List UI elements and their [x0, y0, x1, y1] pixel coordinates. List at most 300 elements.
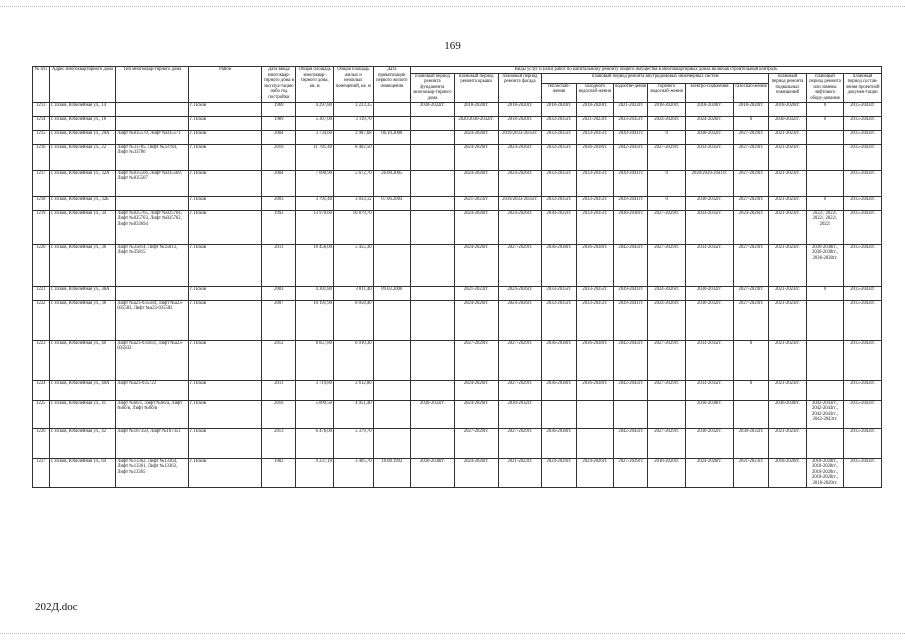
cell-cold: 2033-2035гг. [576, 130, 613, 144]
cell-docs: 2015-2043гг. [844, 400, 882, 428]
table-row [33, 196, 882, 210]
cell-type: Лифт №а23-035584, Лифт №а23-035583, Лифт №а23-035582 [116, 300, 189, 340]
cell-foundation [411, 244, 455, 286]
header-basement: плановый период ремонта подвальных помещений [769, 73, 806, 102]
cell-hot: 2024-2026гг. [648, 300, 685, 340]
table-row [33, 130, 882, 144]
header-engineering-systems: плановый период ремонта внутридомовых инженерных систем [542, 73, 769, 83]
cell-cold: 2033-2035гг. [576, 286, 613, 300]
cell-year: 2013 [262, 428, 296, 458]
cell-living: 2 987,68 [333, 130, 373, 144]
cell-lift: 0 [806, 102, 843, 116]
cell-num: 1219 [33, 210, 50, 244]
cell-district: г. Псков [189, 102, 262, 116]
cell-living: 8 402,50 [333, 144, 373, 170]
cell-type: Лифт №бб/1, Лифт №бб/а, Лифт №бб/в, Лифт №бб/в [116, 400, 189, 428]
header-row-1 [33, 67, 882, 74]
cell-num: 1222 [33, 300, 50, 340]
cell-cold: 2036-2038гг. [576, 340, 613, 380]
cell-total: 4 297,80 [296, 102, 333, 116]
cell-address: г. Псков, Юбилейная ул., 38 [49, 300, 116, 340]
cell-address: г. Псков, Юбилейная ул., 40 [49, 340, 116, 380]
cell-hot: 2027-2029гг. [648, 244, 685, 286]
table-row [33, 210, 882, 244]
cell-living: 4 951,40 [333, 400, 373, 428]
table-row [33, 116, 882, 130]
cell-foundation [411, 380, 455, 400]
cell-num: 1226 [33, 428, 50, 458]
cell-lift [806, 340, 843, 380]
cell-living: 5 672,70 [333, 170, 373, 196]
cell-total: 3 719,80 [296, 380, 333, 400]
cell-roof: 2024-2026гг. [454, 380, 498, 400]
cell-heat: 2018-2020гг. [542, 102, 576, 116]
cell-heat [542, 400, 576, 428]
cell-docs: 2015-2043гг. [844, 380, 882, 400]
cell-facade: 2027-2029гг. [498, 380, 542, 400]
cell-district: г. Псков [189, 170, 262, 196]
cell-type [116, 116, 189, 130]
cell-roof: 2021-2023гг. [454, 196, 498, 210]
cell-total: 5 899,50 [296, 400, 333, 428]
header-num: № п/п [33, 67, 50, 103]
cell-drain [614, 400, 648, 428]
cell-gas: 2030-2032гг. [733, 428, 768, 458]
cell-roof: 2018-2020гг. [454, 102, 498, 116]
cell-drain: 2036-2038гг. [614, 210, 648, 244]
cell-district: г. Псков [189, 286, 262, 300]
cell-docs: 2015-2043гг. [844, 196, 882, 210]
cell-facade: 2021-2023гг. [498, 458, 542, 487]
cell-heat: 2033-2035гг. [542, 286, 576, 300]
cell-cold: 2033-2035гг. [576, 170, 613, 196]
cell-foundation [411, 286, 455, 300]
cell-electric: 2033-2035гг. [685, 380, 733, 400]
cell-cold [576, 428, 613, 458]
cell-priv [373, 340, 410, 380]
header-gas: газоснаб-жения [733, 83, 768, 102]
cell-facade: 2027-2029гг. [498, 244, 542, 286]
cell-lift: 2022/, 2022/, 2022/, 2022/, 2022/ [806, 210, 843, 244]
cell-type [116, 196, 189, 210]
table-row [33, 244, 882, 286]
cell-heat: 2033-2035гг. [542, 196, 576, 210]
cell-gas: 2027-2029гг. [733, 244, 768, 286]
header-priv-date: Дата приватизации первого жилого помещения [373, 67, 410, 103]
cell-drain: 2039-2041гг. [614, 196, 648, 210]
cell-drain: 2042-2043гг. [614, 144, 648, 170]
cell-foundation [411, 428, 455, 458]
cell-facade: 2018-2020гг. [498, 102, 542, 116]
cell-foundation [411, 144, 455, 170]
cell-gas [733, 400, 768, 428]
cell-living: 5 455,30 [333, 244, 373, 286]
cell-docs: 2015-2043гг. [844, 210, 882, 244]
cell-total: 7 090,90 [296, 170, 333, 196]
cell-gas: 2027-2029гг. [733, 300, 768, 340]
cell-heat: 2024-2026гг. [542, 458, 576, 487]
cell-year: 1982 [262, 458, 296, 487]
cell-hot: 2027-2029гг. [648, 144, 685, 170]
cell-address: г. Псков, Юбилейная ул., 34 [49, 210, 116, 244]
cell-address: г. Псков, Юбилейная ул., 22 [49, 144, 116, 170]
cell-basement: 2021-2023гг. [769, 130, 806, 144]
cell-priv [373, 244, 410, 286]
cell-gas: 0 [733, 340, 768, 380]
cell-drain: 2042-2043гг. [614, 340, 648, 380]
cell-hot: 0 [648, 196, 685, 210]
cell-year: 2010 [262, 144, 296, 170]
cell-lift: 0 [806, 116, 843, 130]
cell-hot: 0 [648, 170, 685, 196]
header-total-area: Общая площадь многоквар-тирного дома, кв. м [296, 67, 333, 103]
cell-cold: 2024-2026гг. [576, 458, 613, 487]
cell-docs: 2015-2043гг. [844, 340, 882, 380]
cell-lift [806, 170, 843, 196]
cell-basement: 2018-2020гг. [769, 102, 806, 116]
cell-type: Лифт №167350, Лифт №167351 [116, 428, 189, 458]
cell-hot: 2024-2026гг. [648, 286, 685, 300]
cell-living: 10 879,70 [333, 210, 373, 244]
cell-year: 2012 [262, 340, 296, 380]
cell-gas: 2027-2029гг. [733, 286, 768, 300]
cell-priv: 06.10.2008 [373, 130, 410, 144]
cell-heat: 2033-2035гг. [542, 130, 576, 144]
cell-gas: 2027-2029гг. [733, 144, 768, 170]
cell-drain: 2039-2041гг. [614, 130, 648, 144]
cell-docs: 2015-2043гг. [844, 458, 882, 487]
cell-docs: 2015-2043гг. [844, 130, 882, 144]
table-row [33, 400, 882, 428]
cell-district: г. Псков [189, 210, 262, 244]
cell-drain: 2042-2043гг. [614, 380, 648, 400]
cell-hot: 2027-2029гг. [648, 340, 685, 380]
cell-cold: 2036-2038гг. [576, 380, 613, 400]
cell-hot: 2027-2029гг. [648, 428, 685, 458]
footer-filename: 202Д.doc [35, 601, 78, 613]
cell-facade: 2019/2033-2035гг. [498, 196, 542, 210]
cell-gas: 2021-2023гг. [733, 458, 768, 487]
cell-foundation [411, 170, 455, 196]
cell-type: Лифт №025765, Лифт №025764, Лифт №025763, Лифт №025762, Лифт №033694 [116, 210, 189, 244]
cell-total: 8 857,80 [296, 340, 333, 380]
cell-type [116, 102, 189, 116]
cell-lift [806, 130, 843, 144]
cell-total: 10 191,90 [296, 300, 333, 340]
cell-num: 1215 [33, 130, 50, 144]
cell-facade: 2027-2029гг. [498, 340, 542, 380]
header-type: Тип многоквар-тирного дома [116, 67, 189, 103]
cell-lift [806, 144, 843, 170]
cell-priv [373, 102, 410, 116]
cell-district: г. Псков [189, 400, 262, 428]
cell-num: 1224 [33, 380, 50, 400]
cell-total: 3 791,40 [296, 196, 333, 210]
cell-year: 2004 [262, 130, 296, 144]
cell-docs: 2015-2043гг. [844, 170, 882, 196]
cell-gas: 2024-2026гг. [733, 210, 768, 244]
header-heat: теплоснаб-жения [542, 83, 576, 102]
cell-address: г. Псков, Юбилейная ул., 14 [49, 102, 116, 116]
cell-living: 6 910,30 [333, 340, 373, 380]
header-year: Дата ввода многоквар-тирного дома в эксплуа-тацию либо год постройки [262, 67, 296, 103]
cell-living: 3 811,40 [333, 286, 373, 300]
cell-basement: 2021-2023гг. [769, 286, 806, 300]
cell-cold: 2018-2020гг. [576, 102, 613, 116]
cell-total: 5 367,00 [296, 116, 333, 130]
cell-foundation: 2030-2032гг. [411, 102, 455, 116]
cell-roof: 2024-2026гг. [454, 458, 498, 487]
cell-electric: 2033-2035гг. [685, 210, 733, 244]
cell-num: 1225 [33, 400, 50, 428]
table-row [33, 300, 882, 340]
cell-cold: 2036-2038гг. [576, 144, 613, 170]
cell-docs: 2015-2043гг. [844, 300, 882, 340]
cell-electric: 2030-2032гг. [685, 196, 733, 210]
cell-address: г. Псков, Юбилейная ул., 18 [49, 116, 116, 130]
cell-district: г. Псков [189, 196, 262, 210]
cell-docs: 2015-2043гг. [844, 102, 882, 116]
cell-drain: 2027-2029гг. [614, 458, 648, 487]
header-drain: водоотве-дения [614, 83, 648, 102]
cell-facade: 2024-2026гг. [498, 286, 542, 300]
table-row [33, 380, 882, 400]
table-row [33, 458, 882, 487]
cell-heat: 2033-2035гг. [542, 170, 576, 196]
cell-gas: 2027-2029гг. [733, 196, 768, 210]
cell-district: г. Псков [189, 144, 262, 170]
cell-district: г. Псков [189, 380, 262, 400]
cell-lift: 0 [806, 286, 843, 300]
cell-roof: 2027-2029гг. [454, 340, 498, 380]
cell-heat: 2033-2035гг. [542, 144, 576, 170]
cell-roof: 2024-2026гг. [454, 144, 498, 170]
cell-address: г. Псков, Юбилейная ул., 42 [49, 428, 116, 458]
cell-type [116, 286, 189, 300]
cell-total: 4 301,80 [296, 286, 333, 300]
capital-repair-table-wrap [32, 66, 882, 488]
cell-cold: 2033-2035гг. [576, 196, 613, 210]
cell-lift: 0 [806, 196, 843, 210]
cell-priv [373, 116, 410, 130]
cell-num: 1213 [33, 102, 50, 116]
cell-roof: 2027-2029гг. [454, 428, 498, 458]
scan-artifact-top [0, 6, 905, 8]
cell-docs: 2015-2043гг. [844, 428, 882, 458]
cell-gas: 2018-2020гг. [733, 102, 768, 116]
cell-cold: 2033-2035гг. [576, 210, 613, 244]
header-work-types: Виды услуг и (или) работ по капитальному ремонту общего имущества в многоквартирных домах включая строительный контроль [411, 67, 882, 74]
cell-living: 3 119,70 [333, 116, 373, 130]
cell-lift [806, 428, 843, 458]
cell-type: Лифт №035566, Лифт №035569, Лифт №035567 [116, 170, 189, 196]
cell-num: 1223 [33, 340, 50, 380]
cell-electric: 2036-2038гг. [685, 400, 733, 428]
cell-facade: 2019/2033-2035гг. [498, 130, 542, 144]
cell-facade: 2027-2029гг. [498, 428, 542, 458]
cell-drain: 2039-2041гг. [614, 170, 648, 196]
cell-total: 11 781,40 [296, 144, 333, 170]
cell-electric: 2024-2026гг. [685, 458, 733, 487]
cell-hot: 0 [648, 130, 685, 144]
cell-electric: 2030-2032гг. [685, 286, 733, 300]
cell-heat: 2036-2038гг. [542, 380, 576, 400]
cell-lift: 2018-2020гг., 2018-2020гг., 2018-2020гг., 2018-2020гг., 2018-2020гг. [806, 458, 843, 487]
cell-cold: 2021-2023гг. [576, 116, 613, 130]
cell-address: г. Псков, Юбилейная ул., 32Б [49, 196, 116, 210]
cell-facade: 2024-2026гг. [498, 300, 542, 340]
cell-year: 2004 [262, 170, 296, 196]
cell-address: г. Псков, Юбилейная ул., 40А [49, 380, 116, 400]
cell-year: 1989 [262, 116, 296, 130]
cell-total: 6 478,00 [296, 428, 333, 458]
cell-priv [373, 300, 410, 340]
cell-roof: 2024-2026гг. [454, 210, 498, 244]
cell-foundation [411, 116, 455, 130]
cell-electric: 2033-2035гг. [685, 340, 733, 380]
cell-roof: 2024-2026гг. [454, 400, 498, 428]
cell-year: 2007 [262, 300, 296, 340]
cell-living: 5 379,70 [333, 428, 373, 458]
cell-num: 1221 [33, 286, 50, 300]
cell-type: Лифт №035570, Лифт №035571 [116, 130, 189, 144]
header-foundation: плановый период ремонта фундамента многоквар-тирного дома [411, 73, 455, 102]
header-facade: плановый период ремонта фасада [498, 73, 542, 102]
cell-drain: 2021-2023гг. [614, 102, 648, 116]
cell-cold [576, 400, 613, 428]
cell-facade: 2024-2026гг. [498, 170, 542, 196]
cell-facade: 2024-2026гг. [498, 210, 542, 244]
cell-lift: 2036-2038гг., 2036-2038гг., 2036-2038гг. [806, 244, 843, 286]
cell-basement: 2021-2023гг. [769, 340, 806, 380]
cell-total: 9 237,10 [296, 458, 333, 487]
cell-gas: 0 [733, 380, 768, 400]
cell-facade: 2024-2026гг. [498, 144, 542, 170]
cell-foundation [411, 196, 455, 210]
cell-electric: 2033-2035гг. [685, 144, 733, 170]
cell-living: 8 058,40 [333, 300, 373, 340]
cell-priv [373, 144, 410, 170]
cell-living: 3 033,12 [333, 196, 373, 210]
cell-total: 13 970,60 [296, 210, 333, 244]
table-row [33, 340, 882, 380]
cell-year: 2011 [262, 380, 296, 400]
cell-num: 1227 [33, 458, 50, 487]
cell-living: 3 223,35 [333, 102, 373, 116]
cell-gas: 0 [733, 116, 768, 130]
cell-basement: 2021-2023гг. [769, 300, 806, 340]
cell-year: 2003 [262, 196, 296, 210]
header-docs: плановый период состав-ления проектной докумен-тации [844, 73, 882, 102]
cell-address: г. Псков, Юбилейная ул., 32А [49, 170, 116, 196]
cell-electric: 2030-2032гг. [685, 428, 733, 458]
cell-type: Лифт №33785, Лифт №33784, Лифт №33786 [116, 144, 189, 170]
cell-year: 2011 [262, 244, 296, 286]
cell-district: г. Псков [189, 130, 262, 144]
header-district: Район [189, 67, 262, 103]
cell-heat: 2036-2038гг. [542, 244, 576, 286]
cell-electric: 2030-2032гг. [685, 300, 733, 340]
cell-district: г. Псков [189, 458, 262, 487]
cell-priv [373, 400, 410, 428]
cell-type: Лифт №а23-035722 [116, 380, 189, 400]
cell-drain: 2039-2041гг. [614, 286, 648, 300]
cell-hot: 2024-2026гг. [648, 116, 685, 130]
cell-hot: 2018-2020гг. [648, 102, 685, 116]
cell-foundation: 2036-2038гг. [411, 458, 455, 487]
cell-district: г. Псков [189, 428, 262, 458]
cell-basement: 2021-2023гг. [769, 380, 806, 400]
header-hot-water: горячего водоснаб-жения [648, 83, 685, 102]
header-roof: плановый период ремонта крыши [454, 73, 498, 102]
cell-cold: 2036-2038гг. [576, 244, 613, 286]
cell-electric: 2030-2032гг. [685, 130, 733, 144]
cell-gas: 2027-2029гг. [733, 130, 768, 144]
cell-docs: 2015-2043гг. [844, 116, 882, 130]
cell-docs: 2015-2043гг. [844, 144, 882, 170]
cell-lift: 2042-2043гг., 2042-2043гг., 2042-2043гг., 2042-2043гг. [806, 400, 843, 428]
cell-electric: 2020/2039-2041гг. [685, 170, 733, 196]
table-row [33, 102, 882, 116]
page-number: 169 [444, 40, 461, 52]
cell-basement: 2030-2032гг. [769, 116, 806, 130]
cell-heat: 2036-2038гг. [542, 340, 576, 380]
cell-heat: 2033-2035гг. [542, 116, 576, 130]
cell-hot: 2018-2020гг. [648, 458, 685, 487]
cell-roof: 2020/2030-2032гг. [454, 116, 498, 130]
cell-year: 1992 [262, 210, 296, 244]
cell-living: 2 612,80 [333, 380, 373, 400]
cell-address: г. Псков, Юбилейная ул., 64 [49, 458, 116, 487]
cell-drain: 2039-2041гг. [614, 300, 648, 340]
cell-foundation [411, 210, 455, 244]
cell-priv [373, 210, 410, 244]
cell-total: 10 456,00 [296, 244, 333, 286]
cell-hot [648, 400, 685, 428]
cell-priv: 09.03.2006 [373, 286, 410, 300]
cell-hot: 2027-2029гг. [648, 210, 685, 244]
cell-basement: 2021-2023гг. [769, 170, 806, 196]
cell-address: г. Псков, Юбилейная ул., 36 [49, 244, 116, 286]
header-living-area: Общая площадь жилых и нежилых помещений, кв. м [333, 67, 373, 103]
cell-num: 1220 [33, 244, 50, 286]
cell-num: 1218 [33, 196, 50, 210]
cell-lift [806, 380, 843, 400]
scan-artifact-bottom [0, 633, 905, 635]
cell-basement: 2036-2038гг. [769, 400, 806, 428]
cell-electric: 2033-2035гг. [685, 244, 733, 286]
cell-district: г. Псков [189, 244, 262, 286]
cell-drain: 2033-2035гг. [614, 116, 648, 130]
cell-num: 1214 [33, 116, 50, 130]
cell-priv: 18.08.1992 [373, 458, 410, 487]
cell-basement: 2018-2020гг. [769, 458, 806, 487]
cell-num: 1216 [33, 144, 50, 170]
cell-basement: 2021-2023гг. [769, 144, 806, 170]
cell-roof: 2024-2026гг. [454, 244, 498, 286]
cell-electric: 2018-2020гг. [685, 102, 733, 116]
cell-foundation [411, 340, 455, 380]
cell-lift [806, 300, 843, 340]
cell-cold: 2033-2035гг. [576, 300, 613, 340]
cell-docs: 2015-2043гг. [844, 286, 882, 300]
cell-district: г. Псков [189, 116, 262, 130]
cell-foundation [411, 130, 455, 144]
cell-address: г. Псков, Юбилейная ул., 41 [49, 400, 116, 428]
cell-heat: 2033-2035гг. [542, 300, 576, 340]
cell-address: г. Псков, Юбилейная ул., 36А [49, 286, 116, 300]
cell-drain: 2042-2043гг. [614, 244, 648, 286]
